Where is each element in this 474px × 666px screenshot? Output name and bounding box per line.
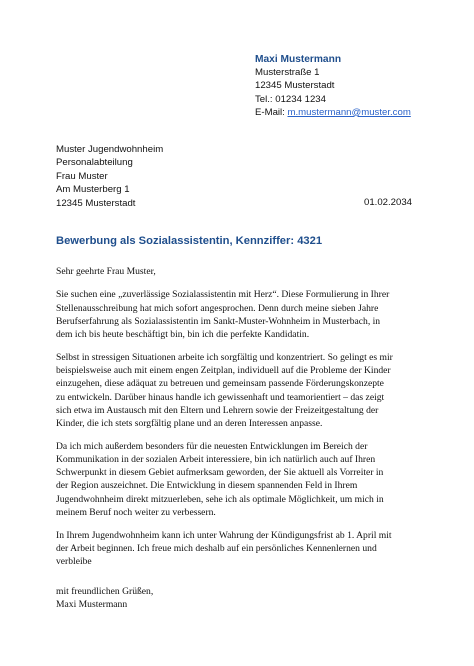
closing-greeting: mit freundlichen Grüßen, — [56, 586, 154, 597]
body-paragraph-4 — [56, 529, 426, 568]
sender-street: Musterstraße 1 — [255, 67, 320, 79]
letter-subject: Bewerbung als Sozialassistentin, Kennziffer: 4321 — [56, 235, 323, 247]
sender-email-label: E-Mail: — [255, 106, 288, 118]
sender-name: Maxi Mustermann — [255, 54, 342, 65]
paragraph-line: sich etwa im Austausch mit den Eltern und Lehrern sowie der Freizeitgestaltung der — [56, 404, 379, 416]
closing-block — [56, 585, 153, 612]
paragraph-line: Sie suchen eine „zuverlässige Sozialassistentin mit Herz“. Diese Formulierung in Ihrer — [56, 289, 390, 301]
letter-body — [56, 265, 426, 579]
recipient-city: 12345 Musterstadt — [56, 197, 136, 209]
paragraph-line: der Region auszeichnet. Die Entwicklung in diesem spannenden Feld in Ihrem — [56, 480, 358, 492]
paragraph-line: Selbst in stressigen Situationen arbeite ich sorgfältig und konzentriert. So gelingt es mir — [56, 352, 393, 364]
body-paragraph-2 — [56, 351, 426, 430]
paragraph-line: der Arbeit beginnen. Ich freue mich deshalb auf ein persönliches Kennenlernen und — [56, 543, 377, 555]
paragraph-line: einzugehen, diese adäquat zu betreuen und gemeinsam passende Förderungskonzepte — [56, 378, 384, 390]
paragraph-line: verbleibe — [56, 556, 92, 568]
paragraph-line: Jugendwohnheim direkt mitzuerleben, sehe ich als optimale Möglichkeit, um mich in — [56, 493, 384, 505]
paragraph-line: Schwerpunkt in diesem Gebiet aufmerksam geworden, der Sie aktuell als Vorreiter in — [56, 467, 384, 479]
paragraph-line: Da ich mich außerdem besonders für die neuesten Entwicklungen im Bereich der — [56, 441, 368, 453]
paragraph-line: meinem Beruf noch weiter zu verbessern. — [56, 506, 216, 518]
letter-date: 01.02.2034 — [364, 197, 413, 208]
paragraph-line: beispielsweise auch mit einem engen Zeitplan, individuell auf die Probleme der Kinder — [56, 365, 391, 377]
recipient-address-block — [56, 143, 163, 210]
recipient-street: Am Musterberg 1 — [56, 184, 130, 196]
sender-address-block — [255, 53, 411, 119]
paragraph-line: In Ihrem Jugendwohnheim kann ich unter Wahrung der Kündigungsfrist ab 1. April mit — [56, 530, 392, 542]
recipient-company: Muster Jugendwohnheim — [56, 144, 164, 155]
paragraph-line: Stellenausschreibung hat mich sofort angesprochen. Denn durch meine sieben Jahre — [56, 302, 379, 314]
body-paragraph-1 — [56, 288, 426, 340]
sender-phone: Tel.: 01234 1234 — [255, 93, 326, 105]
salutation: Sehr geehrte Frau Muster, — [56, 266, 156, 277]
recipient-department: Personalabteilung — [56, 157, 133, 169]
paragraph-line: Berufserfahrung als Sozialassistentin im Sankt-Muster-Wohnheim in Musterbach, in — [56, 315, 381, 327]
paragraph-line: dem ich bis heute beschäftigt bin, bin ich die perfekte Kandidatin. — [56, 328, 310, 340]
sender-email-link[interactable]: m.mustermann@muster.com — [287, 106, 411, 118]
closing-name: Maxi Mustermann — [56, 599, 128, 611]
sender-city: 12345 Musterstadt — [255, 80, 335, 92]
sender-email-line — [255, 106, 411, 119]
paragraph-line: zu entwickeln. Darüber hinaus handle ich gewissenhaft und teamorientiert – das zeigt — [56, 391, 385, 403]
paragraph-line: Kommunikation in der sozialen Arbeit interessiere, bin ich natürlich auch auf Ihren — [56, 454, 376, 466]
body-paragraph-3 — [56, 440, 426, 519]
paragraph-line: Kinder, die ich stets sorgfältig plane und an deren Interessen anpasse. — [56, 417, 323, 429]
recipient-contact: Frau Muster — [56, 170, 108, 182]
